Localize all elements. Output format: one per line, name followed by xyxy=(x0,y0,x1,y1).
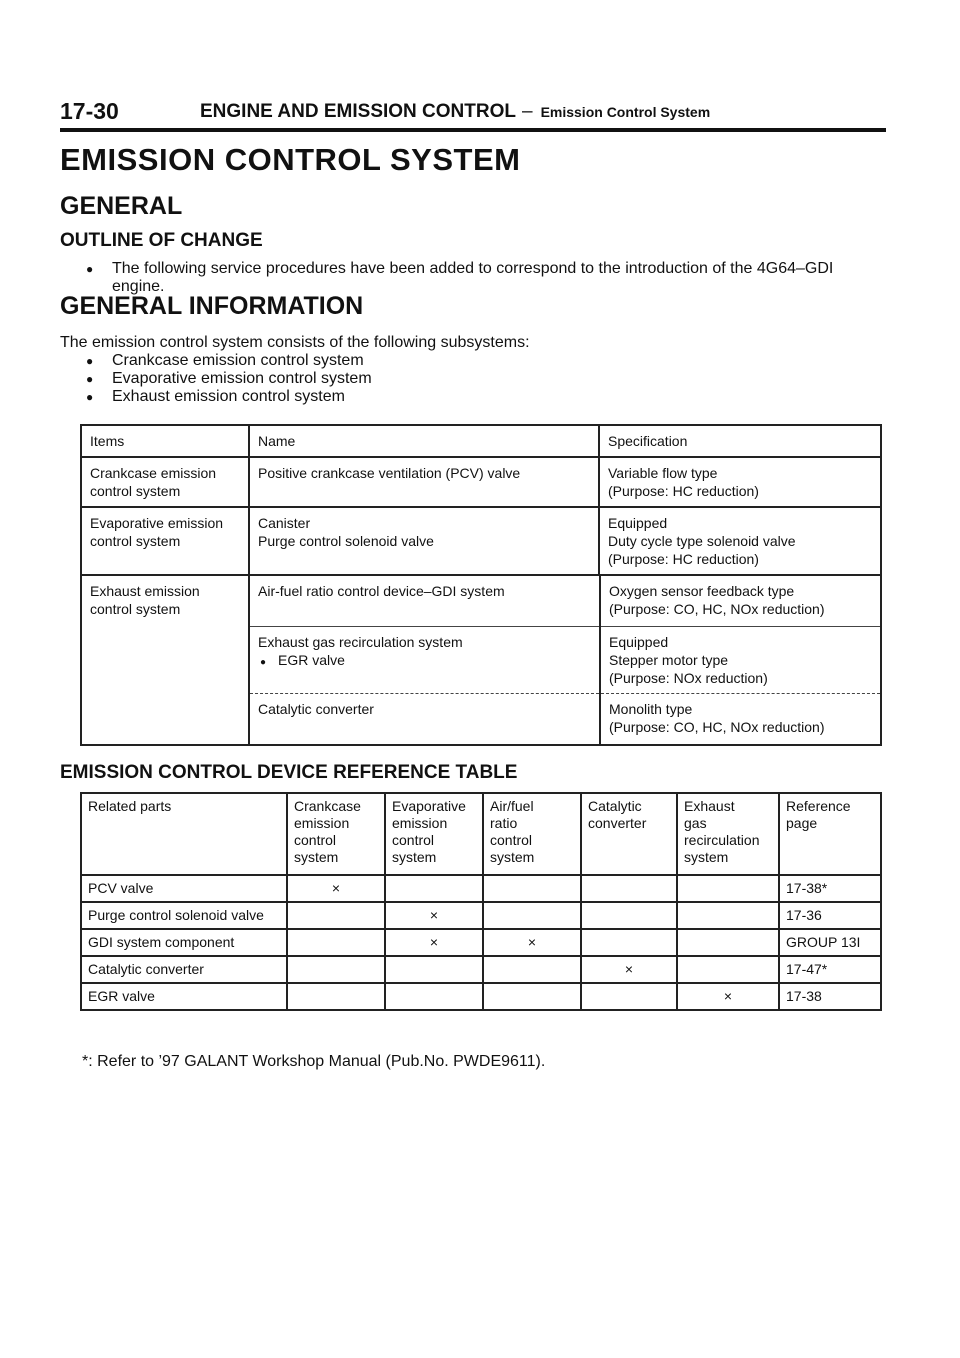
header-line: emission xyxy=(294,815,350,831)
subsystem-label: Evaporative emission control system xyxy=(112,370,372,387)
header-line: control xyxy=(294,832,337,848)
spec-line: (Purpose: HC reduction) xyxy=(608,483,759,499)
name-line: Canister xyxy=(258,515,311,531)
page-cell: 17-36 xyxy=(779,902,881,929)
mark-cell: × xyxy=(483,929,581,956)
bullet-icon: ● xyxy=(86,262,94,276)
header-evaporative xyxy=(385,793,483,875)
mark-cell xyxy=(483,902,581,929)
header-line: system xyxy=(684,849,729,865)
name-cell xyxy=(250,627,600,694)
mark-cell xyxy=(287,902,385,929)
general-info-intro: The emission control system consists of the following subsystems: xyxy=(60,334,530,351)
bullet-text: EGR valve xyxy=(278,652,345,668)
name-cell: Catalytic converter xyxy=(250,694,600,745)
part-cell: Catalytic converter xyxy=(81,956,287,983)
header-line: converter xyxy=(588,815,647,831)
subsystem-item xyxy=(86,370,586,388)
part-cell: EGR valve xyxy=(81,983,287,1010)
header-line: Reference xyxy=(786,798,851,814)
mark-cell xyxy=(677,956,779,983)
item-line: control system xyxy=(90,533,181,549)
spec-table xyxy=(80,424,882,746)
outline-heading: OUTLINE OF CHANGE xyxy=(60,230,263,251)
header-catalytic xyxy=(581,793,677,875)
spec-line: Equipped xyxy=(609,634,669,650)
spec-line: Duty cycle type solenoid valve xyxy=(608,533,796,549)
outline-text-line1: The following service procedures have been added to correspond to the introduction of the 4G64–GDI xyxy=(112,260,834,277)
bullet-icon: ● xyxy=(86,390,94,404)
exhaust-subrow xyxy=(250,627,880,694)
spec-row-evaporative xyxy=(81,507,881,575)
spec-cell xyxy=(599,457,881,507)
subsection-name: Emission Control System xyxy=(540,104,711,120)
spec-cell xyxy=(600,627,880,694)
mark-cell xyxy=(385,983,483,1010)
section-title xyxy=(200,101,710,123)
header-airfuel xyxy=(483,793,581,875)
mark-cell xyxy=(581,875,677,902)
header-crankcase xyxy=(287,793,385,875)
section-name: ENGINE AND EMISSION CONTROL xyxy=(200,101,516,122)
bullet-icon: ● xyxy=(86,372,94,386)
spec-line: Stepper motor type xyxy=(609,652,729,668)
exhaust-subrow xyxy=(250,576,880,627)
item-line: Evaporative emission xyxy=(90,515,224,531)
outline-text-line2: engine. xyxy=(112,278,165,295)
ref-row xyxy=(81,902,881,929)
mark-cell xyxy=(677,929,779,956)
name-bullet xyxy=(258,651,591,672)
spec-line: (Purpose: NOx reduction) xyxy=(609,670,768,686)
header-line: gas xyxy=(684,815,707,831)
bullet-icon: ● xyxy=(260,657,267,668)
spec-line: (Purpose: CO, HC, NOx reduction) xyxy=(609,601,825,617)
header-line: system xyxy=(294,849,339,865)
spec-line: (Purpose: CO, HC, NOx reduction) xyxy=(609,719,825,735)
spec-row-crankcase xyxy=(81,457,881,507)
mark-cell xyxy=(287,983,385,1010)
header-items: Items xyxy=(81,425,249,457)
part-cell: Purge control solenoid valve xyxy=(81,902,287,929)
header-reference-page xyxy=(779,793,881,875)
header-line: control xyxy=(392,832,435,848)
spec-header-row xyxy=(81,425,881,457)
general-info-heading: GENERAL INFORMATION xyxy=(60,292,364,320)
mark-cell xyxy=(581,902,677,929)
page-title: EMISSION CONTROL SYSTEM xyxy=(60,142,521,177)
mark-cell: × xyxy=(677,983,779,1010)
item-cell xyxy=(81,575,249,745)
ref-row xyxy=(81,983,881,1010)
header-line: Evaporative xyxy=(392,798,466,814)
mark-cell: × xyxy=(581,956,677,983)
exhaust-subrow xyxy=(250,694,880,745)
name-cell: Air-fuel ratio control device–GDI system xyxy=(250,576,600,627)
general-heading: GENERAL xyxy=(60,192,183,220)
header-line: page xyxy=(786,815,818,831)
header-line: system xyxy=(392,849,437,865)
mark-cell xyxy=(287,929,385,956)
header-line: Crankcase xyxy=(294,798,361,814)
mark-cell xyxy=(385,956,483,983)
subsystem-item xyxy=(86,352,586,370)
mark-cell xyxy=(677,902,779,929)
exhaust-subtable xyxy=(250,576,880,744)
header-name: Name xyxy=(249,425,599,457)
mark-cell xyxy=(385,875,483,902)
part-cell: PCV valve xyxy=(81,875,287,902)
page-cell: 17-38* xyxy=(779,875,881,902)
reference-table xyxy=(80,792,882,1011)
outline-bullet xyxy=(86,260,886,296)
header-egr xyxy=(677,793,779,875)
item-cell xyxy=(81,507,249,575)
name-line: Exhaust gas recirculation system xyxy=(258,634,463,650)
mark-cell xyxy=(581,929,677,956)
item-line: Crankcase emission xyxy=(90,465,217,481)
mark-cell: × xyxy=(385,902,483,929)
header-line: Catalytic xyxy=(588,798,642,814)
name-cell: Positive crankcase ventilation (PCV) valve xyxy=(249,457,599,507)
spec-line: Monolith type xyxy=(609,701,693,717)
item-line: control system xyxy=(90,601,181,617)
mark-cell xyxy=(483,983,581,1010)
spec-cell xyxy=(600,576,880,627)
mark-cell: × xyxy=(287,875,385,902)
subsystem-item xyxy=(86,388,586,406)
header-line: emission xyxy=(392,815,448,831)
item-line: Exhaust emission xyxy=(90,583,200,599)
header-dash: – xyxy=(521,101,533,122)
mark-cell xyxy=(483,956,581,983)
header-line: recirculation xyxy=(684,832,760,848)
page-cell: 17-47* xyxy=(779,956,881,983)
item-line: control system xyxy=(90,483,181,499)
mark-cell xyxy=(677,875,779,902)
ref-row xyxy=(81,875,881,902)
subsystem-label: Crankcase emission control system xyxy=(112,352,364,369)
item-cell xyxy=(81,457,249,507)
spec-line: Equipped xyxy=(608,515,668,531)
mark-cell xyxy=(483,875,581,902)
ref-row xyxy=(81,929,881,956)
header-line: Exhaust xyxy=(684,798,735,814)
part-cell: GDI system component xyxy=(81,929,287,956)
spec-row-exhaust xyxy=(81,575,881,745)
name-cell xyxy=(249,507,599,575)
mark-cell xyxy=(581,983,677,1010)
page-cell: GROUP 13I xyxy=(779,929,881,956)
header-line: Related parts xyxy=(88,798,172,814)
mark-cell xyxy=(287,956,385,983)
bullet-icon: ● xyxy=(86,354,94,368)
footnote: *: Refer to ’97 GALANT Workshop Manual (Pub.No. PWDE9611). xyxy=(82,1053,546,1070)
spec-line: Variable flow type xyxy=(608,465,718,481)
header-line: control xyxy=(490,832,533,848)
spec-line: (Purpose: HC reduction) xyxy=(608,551,759,567)
header-line: ratio xyxy=(490,815,518,831)
reference-table-heading: EMISSION CONTROL DEVICE REFERENCE TABLE xyxy=(60,762,518,783)
ref-header-row xyxy=(81,793,881,875)
spec-cell xyxy=(599,507,881,575)
page-cell: 17-38 xyxy=(779,983,881,1010)
header-related-parts xyxy=(81,793,287,875)
page-header xyxy=(60,98,886,132)
mark-cell: × xyxy=(385,929,483,956)
page-number: 17-30 xyxy=(60,98,119,124)
header-line: system xyxy=(490,849,535,865)
subsystem-label: Exhaust emission control system xyxy=(112,388,345,405)
name-line: Purge control solenoid valve xyxy=(258,533,434,549)
exhaust-subtable-cell xyxy=(249,575,881,745)
spec-line: Oxygen sensor feedback type xyxy=(609,583,795,599)
ref-row xyxy=(81,956,881,983)
spec-cell xyxy=(600,694,880,745)
header-spec: Specification xyxy=(599,425,881,457)
header-line: Air/fuel xyxy=(490,798,534,814)
